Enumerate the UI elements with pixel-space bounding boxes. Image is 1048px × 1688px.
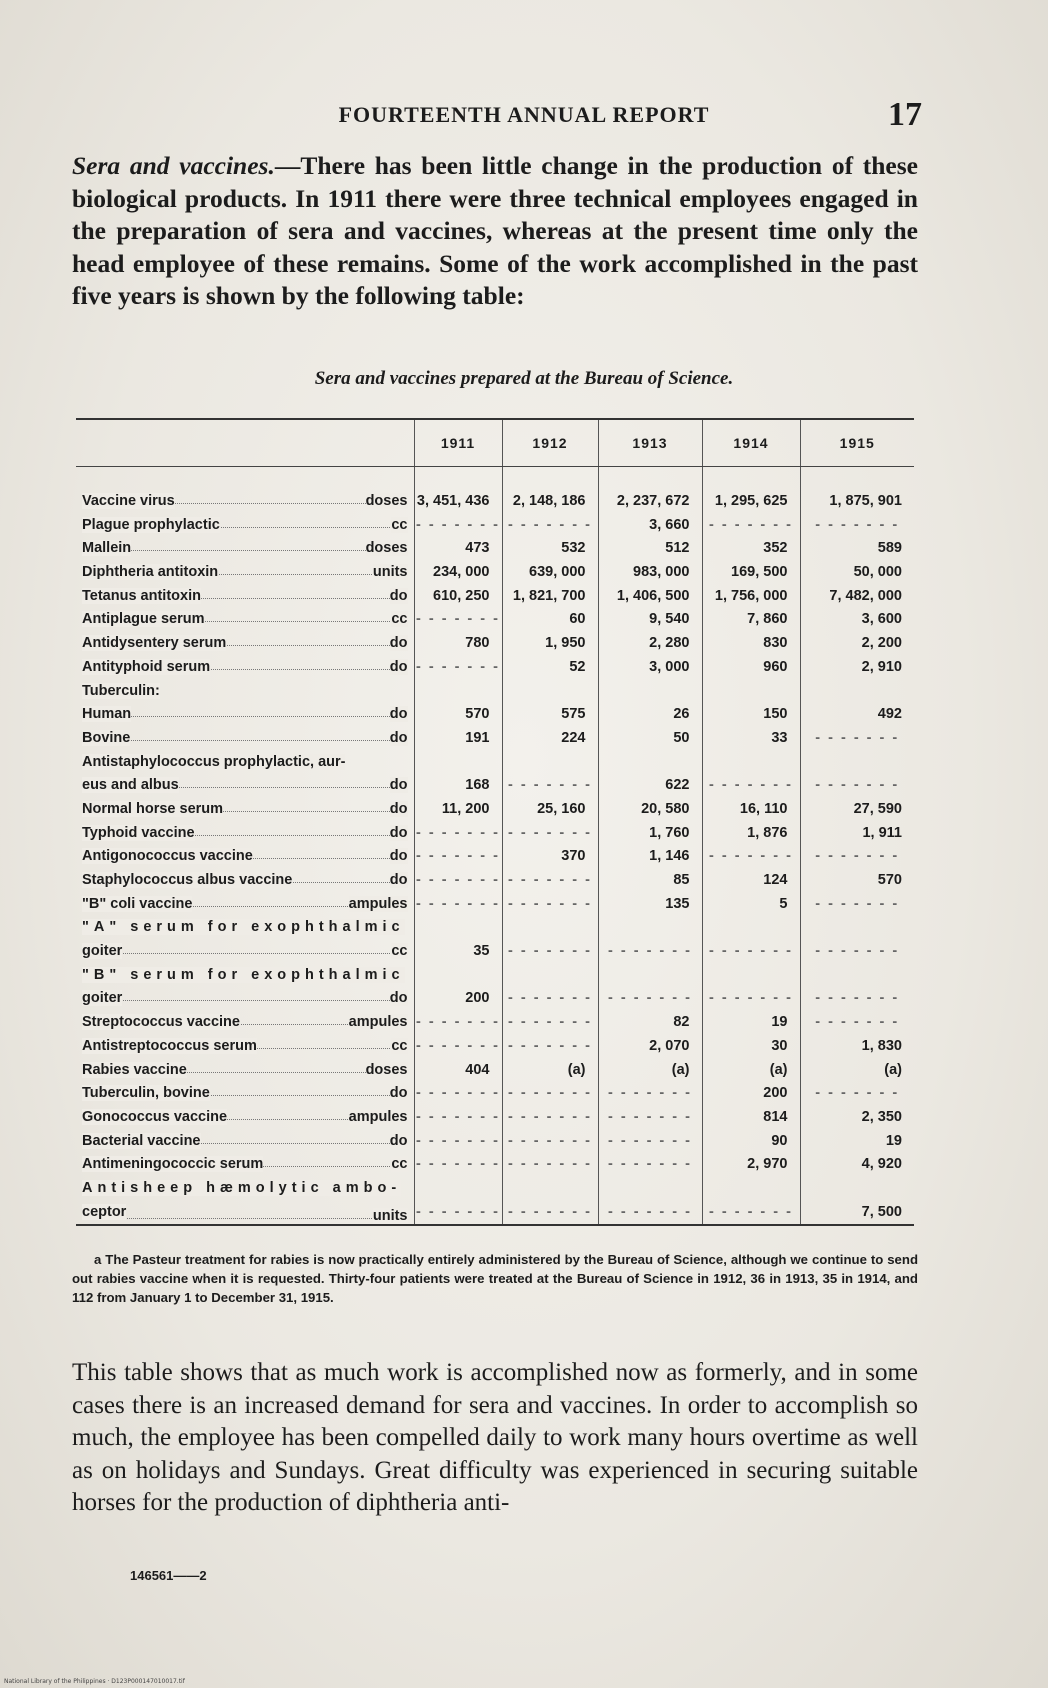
empty-cell: - - - - - - - [502,888,598,912]
row-label-cell [76,1078,414,1102]
value-cell: 639, 000 [502,556,598,580]
value-cell: 2, 237, 672 [598,467,702,510]
row-label: Tetanus antitoxin [82,587,201,604]
row-label-cell [76,983,414,1007]
value-cell: 370 [502,841,598,865]
empty-cell: - - - - - - - [414,651,502,675]
empty-cell: - - - - - - - [414,888,502,912]
table-row [76,1030,914,1054]
table-row [76,983,914,1007]
closing-paragraph: This table shows that as much work is accomplished now as formerly, and in some cases there is an increased demand for sera and vaccines. In order to accomplish so much, the employee has been compelled daily to work many hours overtime as well as on holidays and Sundays. Great difficulty was experienced in securing suitable horses for the production of diphtheria anti- [72,1359,918,1516]
value-cell: 224 [502,722,598,746]
row-label-cell [76,935,414,959]
value-cell: 16, 110 [702,793,800,817]
row-label-cell [76,675,414,699]
empty-cell: - - - - - - - [414,1196,502,1225]
value-cell: 780 [414,627,502,651]
empty-cell: - - - - - - - [502,1196,598,1225]
empty-cell: - - - - - - - [414,1101,502,1125]
empty-cell: - - - - - - - [702,770,800,794]
table-header-row [76,419,914,467]
row-label: eus and albus [82,777,179,794]
value-cell [800,959,914,983]
value-cell [702,912,800,936]
row-label: Bacterial vaccine [82,1132,201,1149]
empty-cell: - - - - - - - [598,1078,702,1102]
empty-cell: - - - - - - - [598,1149,702,1173]
value-cell: 1, 146 [598,841,702,865]
intro-paragraph [72,150,918,313]
value-cell: 622 [598,770,702,794]
value-cell: 90 [702,1125,800,1149]
table-row [76,467,914,510]
table-row [76,912,914,936]
row-label-cell [76,746,414,770]
value-cell [598,912,702,936]
row-label-cell [76,509,414,533]
value-cell: 3, 660 [598,509,702,533]
row-label: "A" serum for exophthalmic [82,919,405,936]
value-cell [598,675,702,699]
empty-cell: - - - - - - - [414,841,502,865]
value-cell: 352 [702,533,800,557]
row-label-cell [76,556,414,580]
row-label-cell [76,770,414,794]
value-cell: 50, 000 [800,556,914,580]
table-row [76,1101,914,1125]
value-cell: (a) [702,1054,800,1078]
value-cell: 1, 821, 700 [502,580,598,604]
value-cell: 2, 280 [598,627,702,651]
value-cell: 169, 500 [702,556,800,580]
value-cell: (a) [598,1054,702,1078]
table-row [76,1125,914,1149]
row-label: goiter [82,943,123,960]
empty-cell: - - - - - - - [414,604,502,628]
value-cell: 492 [800,699,914,723]
year-header-1913: 1913 [598,419,702,467]
value-cell: 11, 200 [414,793,502,817]
empty-cell: - - - - - - - [800,983,914,1007]
value-cell: 7, 860 [702,604,800,628]
value-cell [702,675,800,699]
row-label: Antimeningococcic serum [82,1156,264,1173]
value-cell: 1, 760 [598,817,702,841]
empty-cell: - - - - - - - [414,1149,502,1173]
value-cell: 191 [414,722,502,746]
row-label: Typhoid vaccine [82,824,195,841]
intro-text: —There has been little change in the production of these biological products. In 1911 there were three technical employees engaged in the preparation of sera and vaccines, whereas at the present time only the head employee of these remains. Some of the work accomplished in the past five years is shown by the following table: [72,151,918,310]
value-cell: 404 [414,1054,502,1078]
row-label: Antiplague serum [82,611,205,628]
value-cell [800,912,914,936]
empty-cell: - - - - - - - [800,841,914,865]
row-unit: do [389,706,408,723]
value-cell: 124 [702,864,800,888]
empty-cell: - - - - - - - [598,983,702,1007]
row-unit: cc [391,1037,408,1054]
row-label-cell [76,1196,414,1225]
year-header-1915: 1915 [800,419,914,467]
empty-cell: - - - - - - - [800,770,914,794]
value-cell: 7, 482, 000 [800,580,914,604]
empty-cell: - - - - - - - [502,770,598,794]
value-cell: 1, 295, 625 [702,467,800,510]
empty-cell: - - - - - - - [502,1125,598,1149]
empty-cell: - - - - - - - [414,1030,502,1054]
table-row [76,1149,914,1173]
row-label: Antigonococcus vaccine [82,848,253,865]
row-label: Normal horse serum [82,800,224,817]
row-unit: do [389,824,408,841]
empty-cell: - - - - - - - [502,1149,598,1173]
row-unit: cc [391,1156,408,1173]
leader-dots [82,740,408,741]
table-row [76,793,914,817]
table-row [76,699,914,723]
row-unit: do [389,777,408,794]
table-caption: Sera and vaccines prepared at the Bureau of Science. [314,368,734,389]
value-cell [598,1172,702,1196]
value-cell [598,746,702,770]
value-cell: 150 [702,699,800,723]
empty-cell: - - - - - - - [598,935,702,959]
row-unit: ampules [348,895,408,912]
row-label-cell [76,467,414,510]
value-cell [502,675,598,699]
row-label: Bovine [82,729,131,746]
value-cell [414,1172,502,1196]
row-unit: doses [365,1061,408,1078]
row-label: Plague prophylactic [82,516,220,533]
value-cell: 135 [598,888,702,912]
page-number: 17 [888,96,922,133]
row-unit: do [389,658,408,675]
value-cell [598,959,702,983]
row-label: Rabies vaccine [82,1061,187,1078]
value-cell: 830 [702,627,800,651]
row-unit: cc [391,943,408,960]
table-row [76,1054,914,1078]
header-item-column [76,419,414,467]
value-cell [414,675,502,699]
row-label-cell [76,627,414,651]
table-row [76,1196,914,1225]
row-label-cell [76,1030,414,1054]
leader-dots [82,1218,408,1219]
empty-cell: - - - - - - - [702,841,800,865]
row-label-cell [76,888,414,912]
running-head: FOURTEENTH ANNUAL REPORT [338,102,710,127]
row-label-cell [76,722,414,746]
value-cell [502,1172,598,1196]
empty-cell: - - - - - - - [800,509,914,533]
value-cell: 27, 590 [800,793,914,817]
row-label: Antistreptococcus serum [82,1037,257,1054]
value-cell: 2, 070 [598,1030,702,1054]
value-cell [414,746,502,770]
empty-cell: - - - - - - - [502,1030,598,1054]
value-cell [702,1172,800,1196]
row-label: Antidysentery serum [82,635,227,652]
row-label-cell [76,1054,414,1078]
value-cell: 20, 580 [598,793,702,817]
intro-lead: Sera and vaccines. [72,151,275,180]
value-cell: 5 [702,888,800,912]
empty-cell: - - - - - - - [800,888,914,912]
value-cell: 19 [800,1125,914,1149]
value-cell [502,746,598,770]
value-cell: 2, 200 [800,627,914,651]
row-label-cell [76,604,414,628]
row-unit: cc [391,516,408,533]
empty-cell: - - - - - - - [414,509,502,533]
row-label: ceptor [82,1203,127,1220]
row-label: Tuberculin, bovine [82,1085,210,1102]
empty-cell: - - - - - - - [502,1078,598,1102]
row-label: Diphtheria antitoxin [82,564,219,581]
value-cell: 960 [702,651,800,675]
row-label-cell [76,959,414,983]
row-label-cell [76,1149,414,1173]
empty-cell: - - - - - - - [702,509,800,533]
row-unit: do [389,729,408,746]
value-cell: 26 [598,699,702,723]
table-row [76,533,914,557]
table-row [76,959,914,983]
table-row [76,1172,914,1196]
value-cell: (a) [502,1054,598,1078]
value-cell [502,912,598,936]
value-cell [702,959,800,983]
value-cell: 3, 600 [800,604,914,628]
row-unit: do [389,1085,408,1102]
table-row [76,935,914,959]
value-cell: 85 [598,864,702,888]
value-cell: 2, 910 [800,651,914,675]
row-label: Antityphoid serum [82,658,211,675]
table-row [76,1006,914,1030]
value-cell: 512 [598,533,702,557]
empty-cell: - - - - - - - [598,1101,702,1125]
value-cell: 200 [414,983,502,1007]
empty-cell: - - - - - - - [502,817,598,841]
value-cell: 1, 876 [702,817,800,841]
empty-cell: - - - - - - - [800,1006,914,1030]
value-cell [800,746,914,770]
empty-cell: - - - - - - - [502,1101,598,1125]
value-cell: 2, 350 [800,1101,914,1125]
row-unit: doses [365,540,408,557]
row-label: "B" serum for exophthalmic [82,966,405,983]
row-label-cell [76,1101,414,1125]
row-label: Vaccine virus [82,493,175,509]
row-unit: cc [391,611,408,628]
table-row [76,864,914,888]
row-unit: ampules [348,1014,408,1031]
row-label-cell [76,912,414,936]
empty-cell: - - - - - - - [702,935,800,959]
table-row [76,604,914,628]
leader-dots [82,953,408,954]
row-unit: do [389,990,408,1007]
table-row [76,888,914,912]
value-cell: 1, 406, 500 [598,580,702,604]
empty-cell: - - - - - - - [502,1006,598,1030]
table-row [76,556,914,580]
value-cell: 50 [598,722,702,746]
value-cell: 1, 911 [800,817,914,841]
row-label: Staphylococcus albus vaccine [82,872,293,888]
row-label-cell [76,1006,414,1030]
empty-cell: - - - - - - - [414,1006,502,1030]
table-row [76,651,914,675]
row-label: Antistaphylococcus prophylactic, aur- [82,753,346,770]
row-label-cell [76,699,414,723]
value-cell: 30 [702,1030,800,1054]
archive-stamp: National Library of the Philippines · D123P000147010017.tif [4,1678,185,1685]
row-label: Mallein [82,540,132,557]
value-cell: 3, 000 [598,651,702,675]
row-label: Tuberculin: [82,682,160,699]
row-unit: do [389,1132,408,1149]
value-cell: 1, 875, 901 [800,467,914,510]
row-label-cell [76,580,414,604]
row-label-cell [76,651,414,675]
row-unit: units [372,564,408,581]
empty-cell: - - - - - - - [502,935,598,959]
empty-cell: - - - - - - - [502,864,598,888]
empty-cell: - - - - - - - [414,864,502,888]
table-row [76,746,914,770]
row-label-cell [76,533,414,557]
row-label: Human [82,706,132,723]
table-row [76,841,914,865]
value-cell: 570 [414,699,502,723]
row-label-cell [76,841,414,865]
sera-vaccines-table [76,418,914,1226]
row-label: Streptococcus vaccine [82,1014,240,1031]
value-cell: 60 [502,604,598,628]
table-row [76,627,914,651]
value-cell: 168 [414,770,502,794]
value-cell: 4, 920 [800,1149,914,1173]
empty-cell: - - - - - - - [598,1196,702,1225]
value-cell: 7, 500 [800,1196,914,1225]
row-unit: ampules [348,1108,408,1125]
printer-signature: 146561——2 [130,1568,207,1583]
table-body [76,467,914,1225]
value-cell: 532 [502,533,598,557]
value-cell: 570 [800,864,914,888]
value-cell: 1, 950 [502,627,598,651]
row-label-cell [76,864,414,888]
empty-cell: - - - - - - - [800,935,914,959]
row-label-cell [76,1125,414,1149]
table-row [76,509,914,533]
value-cell: 983, 000 [598,556,702,580]
value-cell: 35 [414,935,502,959]
value-cell: 814 [702,1101,800,1125]
value-cell: 575 [502,699,598,723]
row-unit: do [389,587,408,604]
row-unit: do [389,872,408,888]
row-label-cell [76,817,414,841]
value-cell [800,1172,914,1196]
table-row [76,722,914,746]
year-header-1912: 1912 [502,419,598,467]
value-cell: 473 [414,533,502,557]
row-unit: doses [365,493,408,509]
value-cell [702,746,800,770]
value-cell: 19 [702,1006,800,1030]
table-footnote: a The Pasteur treatment for rabies is now practically entirely administered by the Bureau of Science, although we continue to send out rabies vaccine when it is requested. Thirty-four patients were treated at the Bureau of Science in 1912, 36 in 1913, 35 in 1914, and 112 from January 1 to December 31, 1915. [72,1252,918,1305]
empty-cell: - - - - - - - [598,1125,702,1149]
value-cell: 82 [598,1006,702,1030]
value-cell: 2, 148, 186 [502,467,598,510]
empty-cell: - - - - - - - [414,817,502,841]
value-cell [414,959,502,983]
value-cell: 610, 250 [414,580,502,604]
value-cell: 1, 830 [800,1030,914,1054]
row-unit: do [389,635,408,652]
row-label: goiter [82,990,123,1007]
empty-cell: - - - - - - - [702,1196,800,1225]
row-label: Antisheep hæmolytic ambo- [82,1179,402,1196]
value-cell: 589 [800,533,914,557]
value-cell: 3, 451, 436 [414,467,502,510]
row-unit: do [389,800,408,817]
value-cell: 52 [502,651,598,675]
empty-cell: - - - - - - - [800,1078,914,1102]
value-cell: 2, 970 [702,1149,800,1173]
empty-cell: - - - - - - - [702,983,800,1007]
empty-cell: - - - - - - - [414,1125,502,1149]
empty-cell: - - - - - - - [800,722,914,746]
table-row [76,580,914,604]
table-row [76,770,914,794]
value-cell: 33 [702,722,800,746]
value-cell: 234, 000 [414,556,502,580]
table-row [76,675,914,699]
value-cell [414,912,502,936]
value-cell: 25, 160 [502,793,598,817]
year-header-1911: 1911 [414,419,502,467]
value-cell [502,959,598,983]
row-unit: units [372,1207,408,1224]
empty-cell: - - - - - - - [502,509,598,533]
row-label-cell [76,793,414,817]
value-cell [800,675,914,699]
row-label-cell [76,1172,414,1196]
table-row [76,817,914,841]
value-cell: (a) [800,1054,914,1078]
empty-cell: - - - - - - - [502,983,598,1007]
row-label: Gonococcus vaccine [82,1108,228,1125]
year-header-1914: 1914 [702,419,800,467]
table-row [76,1078,914,1102]
row-unit: do [389,848,408,865]
row-label: "B" coli vaccine [82,895,193,912]
value-cell: 9, 540 [598,604,702,628]
value-cell: 200 [702,1078,800,1102]
empty-cell: - - - - - - - [414,1078,502,1102]
leader-dots [82,1000,408,1001]
value-cell: 1, 756, 000 [702,580,800,604]
